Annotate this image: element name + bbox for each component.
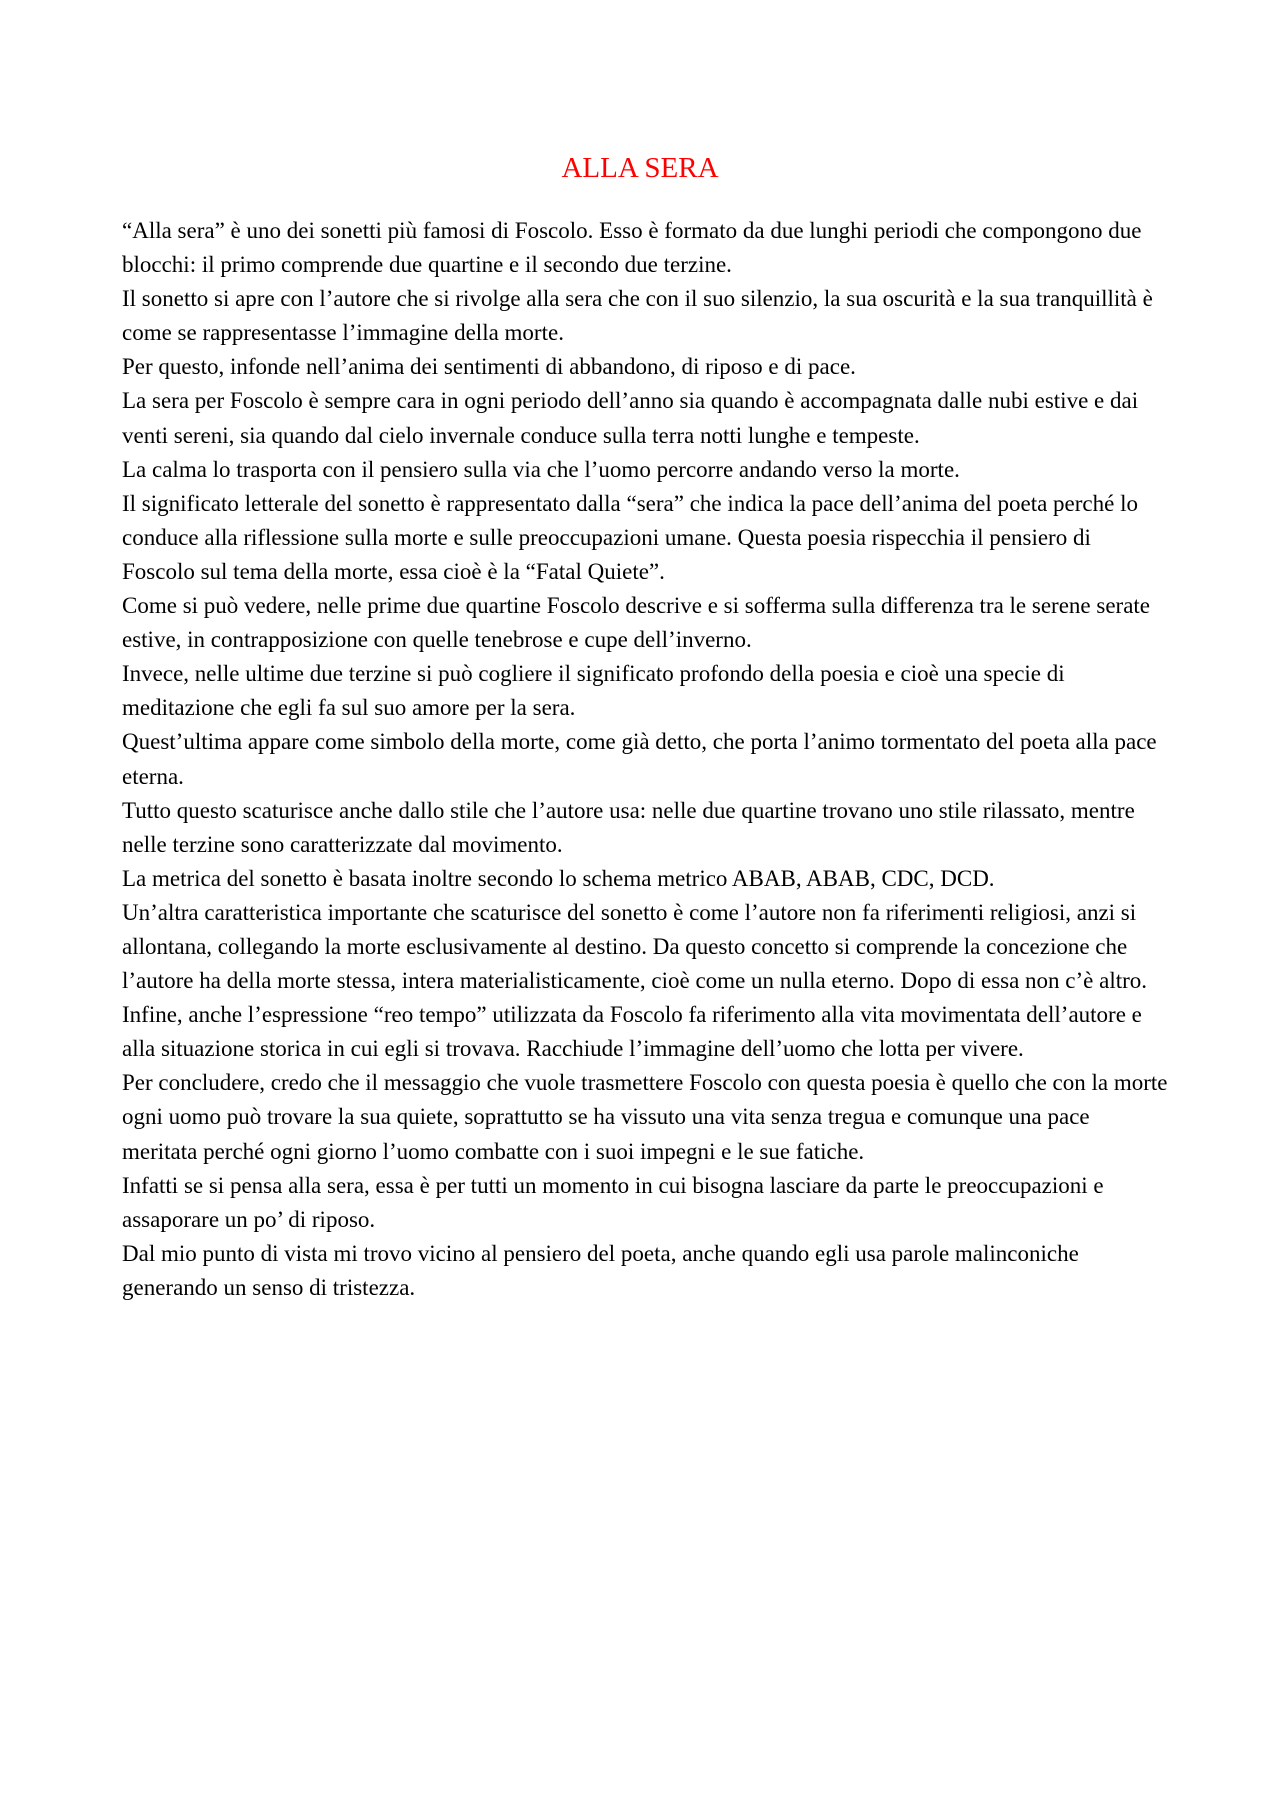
paragraph: La calma lo trasporta con il pensiero sulla via che l’uomo percorre andando verso la morte. — [122, 456, 960, 482]
paragraph: Per questo, infonde nell’anima dei sentimenti di abbandono, di riposo e di pace. — [122, 354, 856, 380]
paragraph: Quest’ultima appare come simbolo della morte, come già detto, che porta l’animo tormentato del poeta alla pace eterna. — [122, 729, 1157, 789]
paragraph: Come si può vedere, nelle prime due quartine Foscolo descrive e si sofferma sulla differenza tra le serene serate estive, in contrapposizione con quelle tenebrose e cupe dell’inverno. — [122, 593, 1151, 653]
paragraph: Il significato letterale del sonetto è rappresentato dalla “sera” che indica la pace dell’anima del poeta perché lo conduce alla riflessione sulla morte e sulle preoccupazioni umane. Questa poesia rispecchia il pensiero di Foscolo sul tema della morte, essa cioè è la “Fatal Quiete”. — [122, 490, 1138, 584]
paragraph: Invece, nelle ultime due terzine si può cogliere il significato profondo della poesia e cioè una specie di meditazione che egli fa sul suo amore per la sera. — [122, 661, 1065, 721]
paragraph: “Alla sera” è uno dei sonetti più famosi di Foscolo. Esso è formato da due lunghi periodi che compongono due blocchi: il primo comprende due quartine e il secondo due terzine. — [122, 218, 1142, 278]
document-title: ALLA SERA — [561, 152, 719, 184]
paragraph: Per concludere, credo che il messaggio che vuole trasmettere Foscolo con questa poesia è quello che con la morte ogni uomo può trovare la sua quiete, soprattutto se ha vissuto una vita senza tregua e comunque una pace meritata perché ogni giorno l’uomo combatte con i suoi impegni e le sue fatiche. — [122, 1070, 1168, 1164]
paragraph: Dal mio punto di vista mi trovo vicino al pensiero del poeta, anche quando egli usa parole malinconiche generando un senso di tristezza. — [122, 1240, 1079, 1300]
document-body — [122, 214, 1168, 1305]
paragraph: Tutto questo scaturisce anche dallo stile che l’autore usa: nelle due quartine trovano uno stile rilassato, mentre nelle terzine sono caratterizzate dal movimento. — [122, 797, 1135, 857]
paragraph: La sera per Foscolo è sempre cara in ogni periodo dell’anno sia quando è accompagnata dalle nubi estive e dai venti sereni, sia quando dal cielo invernale conduce sulla terra notti lunghe e tempeste. — [122, 388, 1139, 448]
paragraph: La metrica del sonetto è basata inoltre secondo lo schema metrico ABAB, ABAB, CDC, DCD. — [122, 865, 995, 891]
paragraph: Infatti se si pensa alla sera, essa è per tutti un momento in cui bisogna lasciare da parte le preoccupazioni e assaporare un po’ di riposo. — [122, 1172, 1104, 1232]
paragraph: Il sonetto si apre con l’autore che si rivolge alla sera che con il suo silenzio, la sua oscurità e la sua tranquillità è come se rappresentasse l’immagine della morte. — [122, 286, 1153, 346]
paragraph: Un’altra caratteristica importante che scaturisce del sonetto è come l’autore non fa riferimenti religiosi, anzi si allontana, collegando la morte esclusivamente al destino. Da questo concetto si comprende la concezione che l’autore ha della morte stessa, intera materialisticamente, cioè come un nulla eterno. Dopo di essa non c’è altro. — [122, 899, 1148, 994]
paragraph: Infine, anche l’espressione “reo tempo” utilizzata da Foscolo fa riferimento alla vita movimentata dell’autore e alla situazione storica in cui egli si trovava. Racchiude l’immagine dell’uomo che lotta per vivere. — [122, 1002, 1142, 1062]
